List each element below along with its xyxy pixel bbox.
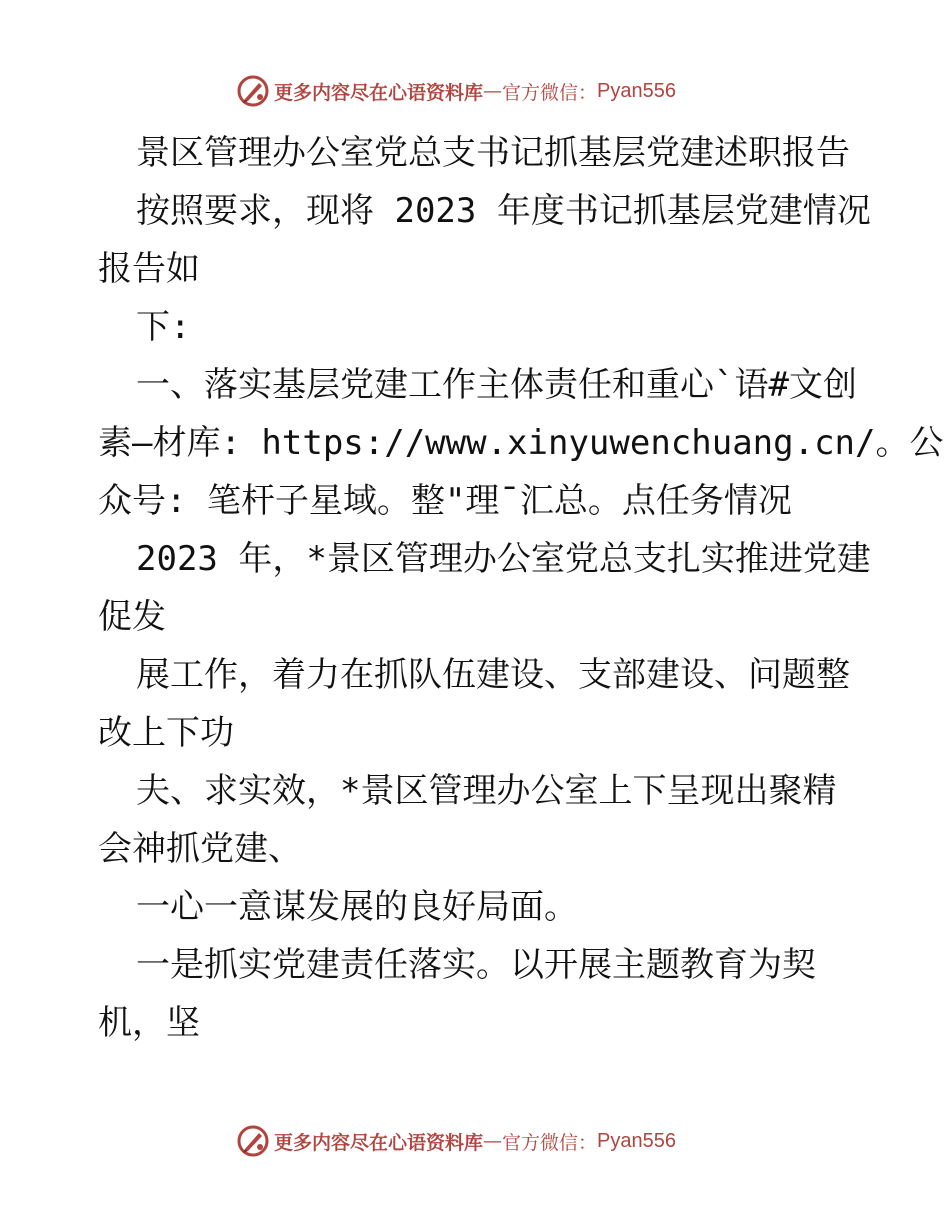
text-line: 一心一意谋发展的良好局面。 (136, 887, 578, 927)
footer-watermark (236, 1121, 676, 1161)
separator: — (483, 80, 503, 102)
text-line: 报告如 (98, 249, 200, 289)
text-line: 夫、求实效，*景区管理办公室上下呈现出聚精 (136, 771, 837, 811)
text-line: 众号: 笔杆子星域。整"理¯汇总。点任务情况 (98, 481, 792, 521)
quill-pen-logo-icon (236, 74, 270, 108)
wechat-id: Pyan556 (597, 79, 676, 102)
text-line: 机，坚 (98, 1003, 200, 1043)
text-line: 素—材库: https://www.xinyuwenchuang.cn/。公 (98, 423, 944, 463)
text-line: 下: (136, 307, 191, 347)
site-name: 更多内容尽在心语资料库 (274, 1131, 484, 1154)
document-title: 景区管理办公室党总支书记抓基层党建述职报告 (136, 133, 850, 173)
wechat-id: Pyan556 (597, 1129, 676, 1152)
site-name: 更多内容尽在心语资料库 (274, 81, 484, 104)
text-line: 2023 年，*景区管理办公室党总支扎实推进党建 (136, 539, 871, 579)
wechat-label: 官方微信： (502, 1131, 598, 1154)
text-line: 按照要求，现将 2023 年度书记抓基层党建情况 (136, 191, 871, 231)
header-watermark (236, 71, 676, 111)
quill-pen-logo-icon (236, 1124, 270, 1158)
document-body (98, 124, 944, 1052)
text-line: 会神抓党建、 (98, 829, 302, 869)
text-line: 展工作，着力在抓队伍建设、支部建设、问题整 (136, 655, 850, 695)
text-line: 改上下功 (98, 713, 234, 753)
separator: — (483, 1130, 503, 1152)
text-line: 促发 (98, 597, 166, 637)
text-line: 一是抓实党建责任落实。以开展主题教育为契 (136, 945, 816, 985)
wechat-label: 官方微信： (502, 81, 598, 104)
section-heading: 一、落实基层党建工作主体责任和重心`语#文创 (136, 365, 857, 405)
